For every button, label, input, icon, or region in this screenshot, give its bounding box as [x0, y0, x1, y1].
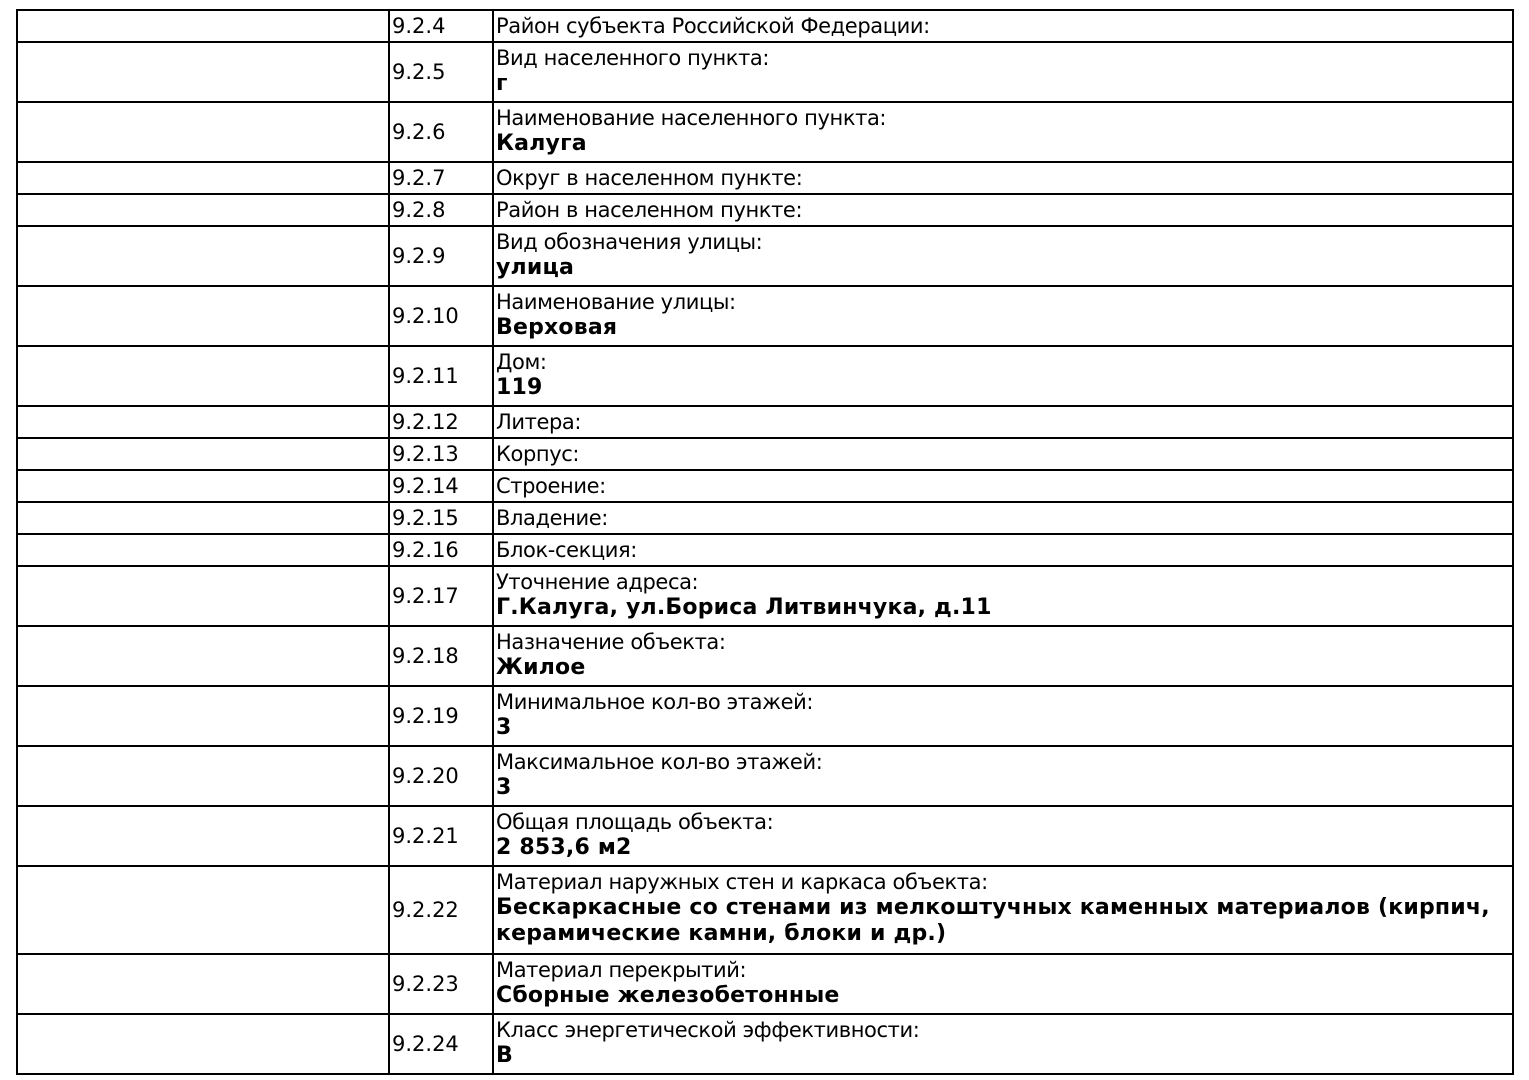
- item-field: [493, 566, 1513, 626]
- item-field: [493, 162, 1513, 194]
- item-value: В: [496, 1043, 513, 1068]
- blank-cell: [17, 686, 389, 746]
- table-row: [17, 226, 1513, 286]
- item-value: 119: [496, 375, 543, 400]
- item-field: [493, 954, 1513, 1014]
- table-row: [17, 438, 1513, 470]
- item-field: [493, 626, 1513, 686]
- blank-cell: [17, 566, 389, 626]
- table-row: [17, 806, 1513, 866]
- blank-cell: [17, 226, 389, 286]
- item-label: Корпус:: [496, 442, 580, 466]
- item-label: Округ в населенном пункте:: [496, 166, 803, 190]
- blank-cell: [17, 102, 389, 162]
- item-field: [493, 746, 1513, 806]
- item-number: 9.2.4: [389, 10, 493, 42]
- item-number: 9.2.6: [389, 102, 493, 162]
- item-label: Материал наружных стен и каркаса объекта:: [496, 870, 988, 894]
- item-field: [493, 470, 1513, 502]
- item-field: [493, 10, 1513, 42]
- item-value: 3: [496, 775, 512, 800]
- item-value: Бескаркасные со стенами из мелкоштучных каменных материалов (кирпич, керамические камни, блоки и др.): [496, 895, 1490, 946]
- item-value: Сборные железобетонные: [496, 983, 840, 1008]
- blank-cell: [17, 346, 389, 406]
- item-field: [493, 534, 1513, 566]
- item-value: Верховая: [496, 315, 618, 340]
- item-label: Общая площадь объекта:: [496, 810, 774, 834]
- item-value: улица: [496, 255, 575, 280]
- item-field: [493, 406, 1513, 438]
- table-row: [17, 534, 1513, 566]
- item-number: 9.2.16: [389, 534, 493, 566]
- table-row: [17, 10, 1513, 42]
- blank-cell: [17, 10, 389, 42]
- blank-cell: [17, 194, 389, 226]
- item-number: 9.2.9: [389, 226, 493, 286]
- table-row: [17, 566, 1513, 626]
- item-label: Район в населенном пункте:: [496, 198, 803, 222]
- item-value: Жилое: [496, 655, 586, 680]
- item-number: 9.2.21: [389, 806, 493, 866]
- item-number: 9.2.19: [389, 686, 493, 746]
- item-number: 9.2.5: [389, 42, 493, 102]
- table-row: [17, 346, 1513, 406]
- table-row: [17, 626, 1513, 686]
- blank-cell: [17, 42, 389, 102]
- item-field: [493, 346, 1513, 406]
- blank-cell: [17, 1014, 389, 1074]
- item-label: Класс энергетической эффективности:: [496, 1018, 920, 1042]
- table-row: [17, 1014, 1513, 1074]
- item-label: Максимальное кол-во этажей:: [496, 750, 823, 774]
- item-field: [493, 438, 1513, 470]
- item-number: 9.2.24: [389, 1014, 493, 1074]
- item-label: Наименование улицы:: [496, 290, 736, 314]
- item-field: [493, 194, 1513, 226]
- item-number: 9.2.20: [389, 746, 493, 806]
- table-row: [17, 102, 1513, 162]
- table-row: [17, 470, 1513, 502]
- item-number: 9.2.17: [389, 566, 493, 626]
- item-label: Блок-секция:: [496, 538, 637, 562]
- blank-cell: [17, 866, 389, 954]
- item-number: 9.2.8: [389, 194, 493, 226]
- document-table: [16, 9, 1514, 1075]
- table-row: [17, 954, 1513, 1014]
- blank-cell: [17, 954, 389, 1014]
- item-label: Дом:: [496, 350, 547, 374]
- blank-cell: [17, 746, 389, 806]
- item-label: Наименование населенного пункта:: [496, 106, 887, 130]
- item-value: 2 853,6 м2: [496, 835, 632, 860]
- item-field: [493, 226, 1513, 286]
- item-value: Г.Калуга, ул.Бориса Литвинчука, д.11: [496, 595, 992, 620]
- item-number: 9.2.7: [389, 162, 493, 194]
- blank-cell: [17, 470, 389, 502]
- blank-cell: [17, 406, 389, 438]
- table-row: [17, 406, 1513, 438]
- item-field: [493, 686, 1513, 746]
- table-row: [17, 686, 1513, 746]
- item-label: Вид обозначения улицы:: [496, 230, 763, 254]
- blank-cell: [17, 286, 389, 346]
- table-row: [17, 194, 1513, 226]
- item-value: Калуга: [496, 131, 587, 156]
- table-row: [17, 746, 1513, 806]
- item-number: 9.2.22: [389, 866, 493, 954]
- blank-cell: [17, 162, 389, 194]
- blank-cell: [17, 806, 389, 866]
- item-number: 9.2.13: [389, 438, 493, 470]
- table-row: [17, 162, 1513, 194]
- item-label: Уточнение адреса:: [496, 570, 699, 594]
- item-number: 9.2.11: [389, 346, 493, 406]
- item-label: Назначение объекта:: [496, 630, 726, 654]
- item-value: г: [496, 71, 508, 96]
- item-label: Владение:: [496, 506, 608, 530]
- blank-cell: [17, 502, 389, 534]
- item-number: 9.2.23: [389, 954, 493, 1014]
- item-label: Район субъекта Российской Федерации:: [496, 14, 930, 38]
- item-number: 9.2.15: [389, 502, 493, 534]
- item-field: [493, 286, 1513, 346]
- item-number: 9.2.12: [389, 406, 493, 438]
- item-label: Литера:: [496, 410, 582, 434]
- item-value: 3: [496, 715, 512, 740]
- table-row: [17, 286, 1513, 346]
- item-label: Материал перекрытий:: [496, 958, 747, 982]
- item-number: 9.2.14: [389, 470, 493, 502]
- item-number: 9.2.18: [389, 626, 493, 686]
- item-field: [493, 806, 1513, 866]
- table-row: [17, 42, 1513, 102]
- item-field: [493, 502, 1513, 534]
- blank-cell: [17, 626, 389, 686]
- blank-cell: [17, 438, 389, 470]
- table-row: [17, 866, 1513, 954]
- item-field: [493, 866, 1513, 954]
- item-field: [493, 42, 1513, 102]
- item-label: Минимальное кол-во этажей:: [496, 690, 814, 714]
- item-field: [493, 102, 1513, 162]
- blank-cell: [17, 534, 389, 566]
- item-label: Вид населенного пункта:: [496, 46, 770, 70]
- table-row: [17, 502, 1513, 534]
- item-number: 9.2.10: [389, 286, 493, 346]
- item-field: [493, 1014, 1513, 1074]
- item-label: Строение:: [496, 474, 606, 498]
